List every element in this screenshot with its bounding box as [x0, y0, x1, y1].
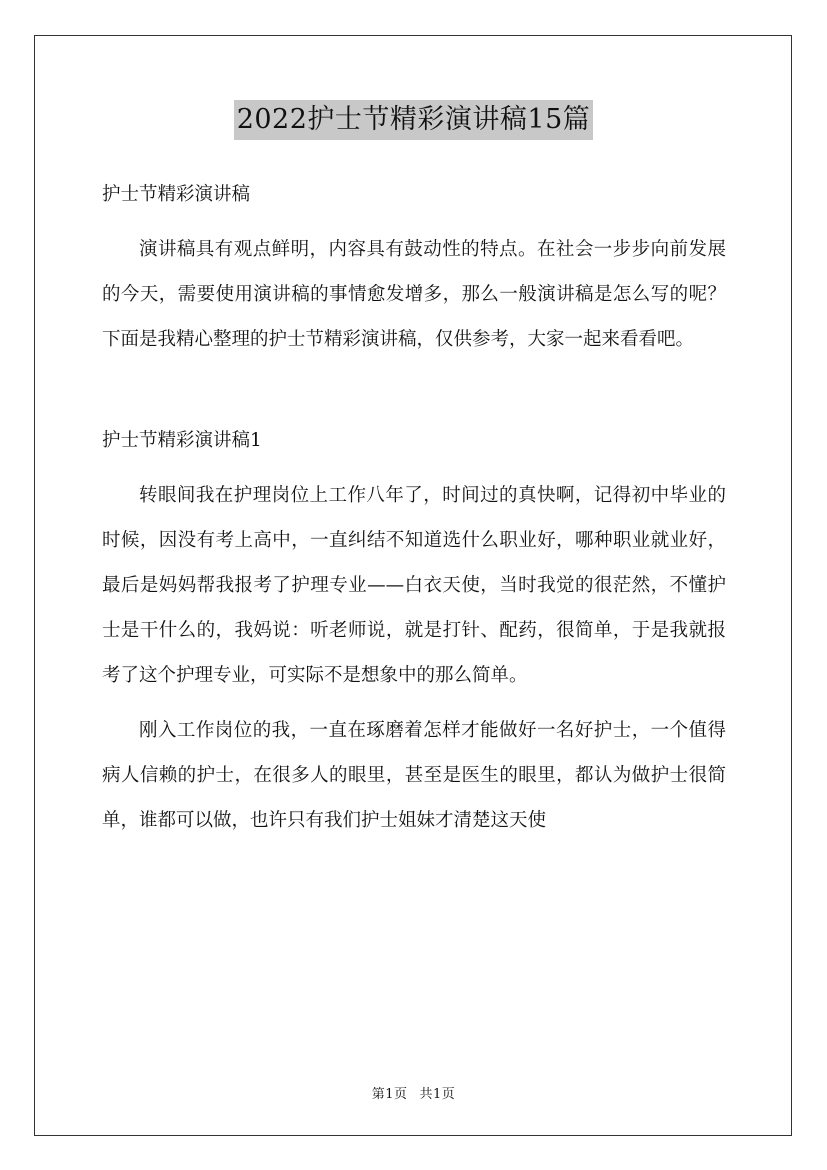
intro-heading: 护士节精彩演讲稿 [102, 184, 251, 205]
section-heading: 护士节精彩演讲稿1 [102, 430, 262, 451]
document-title: 2022护士节精彩演讲稿15篇 [234, 100, 594, 140]
page-number: 第1页 [371, 1087, 408, 1102]
section-paragraph: 刚入工作岗位的我，一直在琢磨着怎样才能做好一名好护士，一个值得病人信赖的护士，在很多人的眼里，甚至是医生的眼里，都认为做护士很简单，谁都可以做，也许只有我们护士姐妹才清楚这天使 [102, 720, 726, 831]
section-spacer [102, 362, 726, 418]
intro-paragraph: 演讲稿具有观点鲜明，内容具有鼓动性的特点。在社会一步步向前发展的今天，需要使用演讲稿的事情愈发增多，那么一般演讲稿是怎么写的呢？下面是我精心整理的护士节精彩演讲稿，仅供参考，大家一起来看看吧。 [102, 239, 726, 350]
page-total: 共1页 [419, 1087, 456, 1102]
title-container [0, 100, 827, 140]
page-footer [0, 1083, 827, 1102]
section-paragraph: 转眼间我在护理岗位上工作八年了，时间过的真快啊，记得初中毕业的时候，因没有考上高中，一直纠结不知道选什么职业好，哪种职业就业好，最后是妈妈帮我报考了护理专业——白衣天使，当时我觉的很茫然，不懂护士是干什么的，我妈说：听老师说，就是打针、配药，很简单，于是我就报考了这个护理专业，可实际不是想象中的那么简单。 [102, 485, 726, 686]
document-body [102, 172, 726, 843]
